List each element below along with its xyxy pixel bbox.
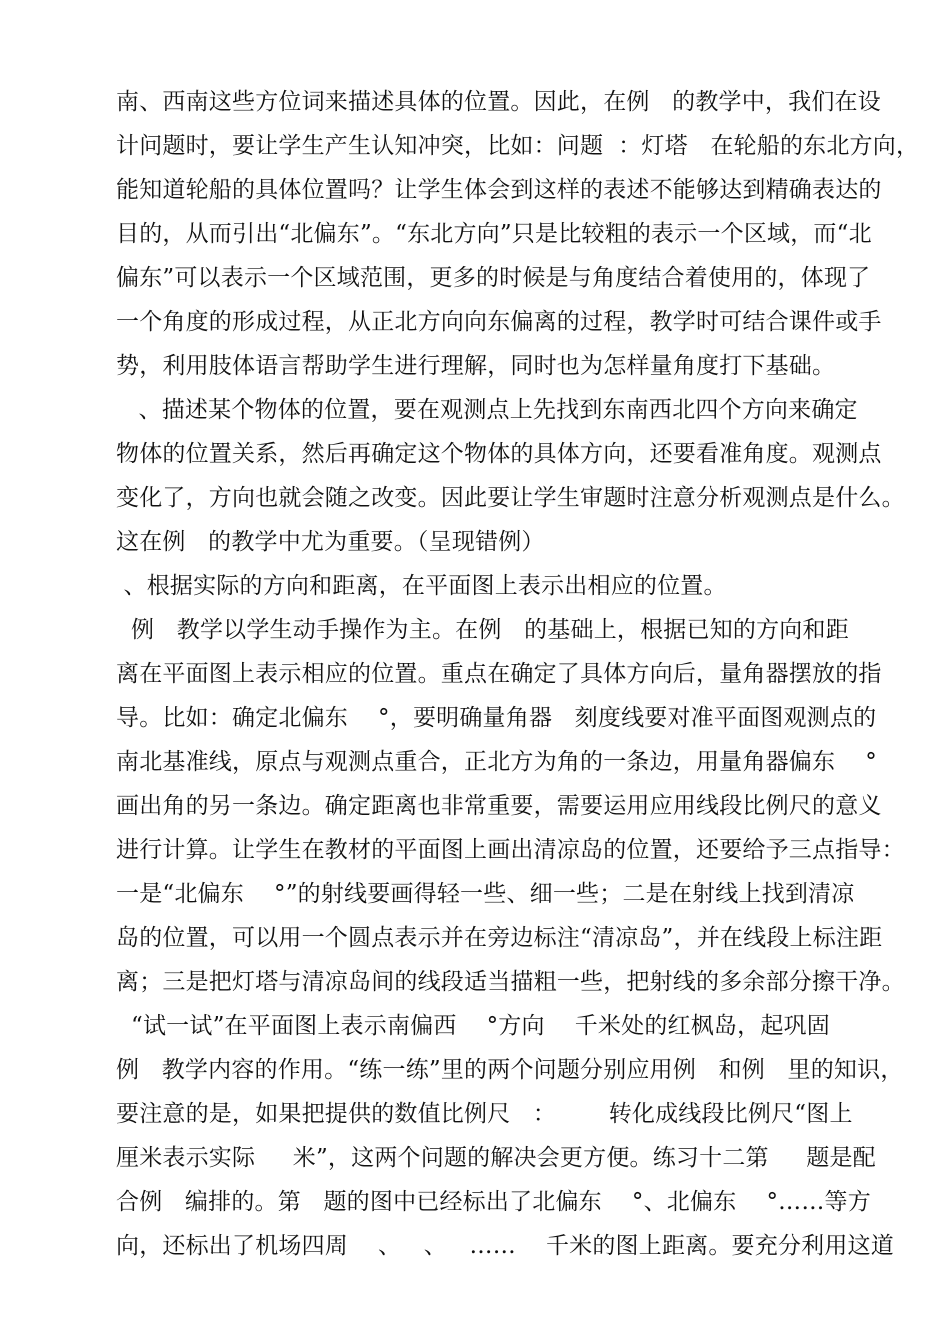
text-line: 进行计算。让学生在教材的平面图上画出清凉岛的位置，还要给予三点指导： <box>116 837 905 863</box>
text-line: 厘米表示实际 米”，这两个问题的解决会更方便。练习十二第 题是配 <box>116 1145 876 1171</box>
text-line: 南、西南这些方位词来描述具体的位置。因此，在例 的教学中，我们在设 <box>116 89 881 115</box>
text-line: 目的，从而引出“北偏东”。“东北方向”只是比较粗的表示一个区域，而“北 <box>116 221 872 247</box>
text-line: 导。比如：确定北偏东 °，要明确量角器 刻度线要对准平面图观测点的 <box>116 705 877 731</box>
text-line: 例 教学内容的作用。“练一练”里的两个问题分别应用例 和例 里的知识， <box>116 1057 904 1083</box>
text-line: 偏东”可以表示一个区域范围，更多的时候是与角度结合着使用的，体现了 <box>116 265 871 291</box>
text-line: “试一试”在平面图上表示南偏西 °方向 千米处的红枫岛，起巩固 <box>116 1013 830 1039</box>
text-line: 画出角的另一条边。确定距离也非常重要，需要运用应用线段比例尺的意义 <box>116 793 882 819</box>
text-line: 势，利用肢体语言帮助学生进行理解，同时也为怎样量角度打下基础。 <box>116 353 836 379</box>
text-line: 、根据实际的方向和距离，在平面图上表示出相应的位置。 <box>116 573 727 599</box>
text-line: 变化了，方向也就会随之改变。因此要让学生审题时注意分析观测点是什么。 <box>116 485 905 511</box>
text-line: 一是“北偏东 °”的射线要画得轻一些、细一些；二是在射线上找到清凉 <box>116 881 855 907</box>
text-line: 离在平面图上表示相应的位置。重点在确定了具体方向后，量角器摆放的指 <box>116 661 882 687</box>
text-line: 向，还标出了机场四周 、 、 …… 千米的图上距离。要充分利用这道 <box>116 1233 894 1259</box>
text-line: 南北基准线，原点与观测点重合，正北方为角的一条边，用量角器偏东 ° <box>116 749 877 775</box>
text-line: 岛的位置，可以用一个圆点表示并在旁边标注“清凉岛”，并在线段上标注距 <box>116 925 883 951</box>
text-line: 能知道轮船的具体位置吗？让学生体会到这样的表述不能够达到精确表达的 <box>116 177 882 203</box>
text-line: 、描述某个物体的位置，要在观测点上先找到东南西北四个方向来确定 <box>116 397 858 423</box>
text-line: 一个角度的形成过程，从正北方向向东偏离的过程，教学时可结合课件或手 <box>116 309 882 335</box>
text-line: 要注意的是，如果把提供的数值比例尺 ： 转化成线段比例尺“图上 <box>116 1101 853 1127</box>
text-line: 合例 编排的。第 题的图中已经标出了北偏东 °、北偏东 °……等方 <box>116 1189 871 1215</box>
text-line: 计问题时，要让学生产生认知冲突，比如：问题 ：灯塔 在轮船的东北方向， <box>116 133 920 159</box>
text-line: 这在例 的教学中尤为重要。（呈现错例） <box>116 529 545 555</box>
text-line: 离；三是把灯塔与清凉岛间的线段适当描粗一些，把射线的多余部分擦干净。 <box>116 969 905 995</box>
text-line: 物体的位置关系，然后再确定这个物体的具体方向，还要看准角度。观测点 <box>116 441 882 467</box>
text-line: 例 教学以学生动手操作为主。在例 的基础上，根据已知的方向和距 <box>116 617 849 643</box>
